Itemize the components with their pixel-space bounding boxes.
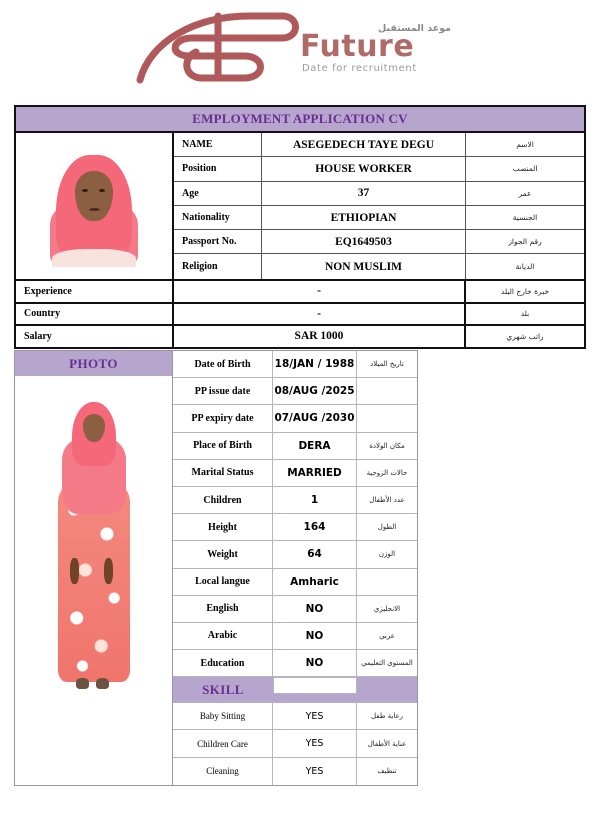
row-value: YES: [273, 758, 357, 785]
employment-cv-table: [14, 105, 586, 349]
row-arabic-label: الاسم: [516, 140, 534, 150]
row-label: English: [173, 596, 273, 622]
table-row: [173, 433, 417, 460]
row-arabic-label: الديانة: [515, 262, 535, 272]
table-row: [173, 460, 417, 487]
future-wordmark: [300, 24, 470, 80]
skill-section-header-row: [173, 677, 417, 703]
row-arabic-label: المنصب: [512, 164, 538, 174]
row-value: YES: [273, 703, 357, 729]
applicant-fullbody-photo: [40, 396, 148, 726]
row-arabic-label: تاريخ الميلاد: [370, 360, 404, 369]
passport-photo-cell: [16, 133, 174, 279]
row-arabic-label: الوزن: [378, 550, 396, 559]
skill-header-pad: [357, 677, 417, 702]
row-label: Passport No.: [174, 230, 262, 253]
table-row: [173, 569, 417, 596]
table-row-experience: [16, 279, 584, 302]
table-row: [173, 596, 417, 623]
row-value: SAR 1000: [174, 326, 466, 347]
row-arabic-label: راتب شهري: [506, 331, 544, 341]
row-label: Age: [174, 182, 262, 205]
row-label: Country: [16, 304, 174, 325]
row-arabic-label: عربي: [379, 631, 395, 640]
row-value: ETHIOPIAN: [262, 206, 466, 229]
row-value: NO: [273, 650, 357, 676]
row-arabic-label: حالات الزوجية: [366, 468, 408, 477]
row-value: EQ1649503: [262, 230, 466, 253]
row-label: Children Care: [173, 730, 273, 756]
table-row: [173, 650, 417, 677]
row-arabic-label: [357, 405, 417, 431]
row-label: Weight: [173, 541, 273, 567]
row-value: 08/AUG /2025: [273, 378, 357, 404]
table-row: [173, 405, 417, 432]
row-value: NO: [273, 623, 357, 649]
row-arabic-label: عمر: [518, 188, 532, 198]
row-value: -: [174, 304, 466, 325]
cv-title-header: EMPLOYMENT APPLICATION CV: [16, 107, 584, 133]
row-value: 164: [273, 514, 357, 540]
row-label: Baby Sitting: [173, 703, 273, 729]
logo-brand-name: Future: [300, 29, 415, 64]
row-label: Position: [174, 157, 262, 180]
row-arabic-label: عناية الأطفال: [367, 739, 407, 748]
row-arabic-label: رعاية طفل: [370, 712, 404, 721]
lower-table-body: [15, 351, 417, 785]
row-value: MARRIED: [273, 460, 357, 486]
full-body-photo-cell: [15, 376, 172, 738]
upper-table-body: [16, 133, 584, 279]
row-value: NO: [273, 596, 357, 622]
photo-section-header: PHOTO: [15, 351, 172, 376]
skill-header-blank-cell: [273, 677, 357, 694]
table-row: [173, 703, 417, 730]
row-label: Religion: [174, 254, 262, 278]
row-arabic-label: الطول: [377, 523, 397, 532]
row-arabic-label: المستوى التعليمي: [361, 659, 413, 668]
row-label: Education: [173, 650, 273, 676]
row-label: Cleaning: [173, 758, 273, 785]
row-label: Experience: [16, 281, 174, 302]
row-label: Arabic: [173, 623, 273, 649]
details-column: [173, 351, 417, 785]
row-value: 64: [273, 541, 357, 567]
row-arabic-label: تنظيف: [377, 767, 397, 776]
row-arabic-label: [357, 378, 417, 404]
row-value: -: [174, 281, 466, 302]
row-label: PP expiry date: [173, 405, 273, 431]
table-row: [174, 133, 584, 157]
table-row: [174, 254, 584, 278]
table-row-country: [16, 302, 584, 325]
row-value: 37: [262, 182, 466, 205]
table-row: [173, 623, 417, 650]
logo-arabic-text: موعد المستقبل: [378, 23, 452, 34]
row-label: Local langue: [173, 569, 273, 595]
photo-column: [15, 351, 173, 785]
applicant-portrait-photo: [42, 145, 146, 267]
row-arabic-label: عدد الأطفال: [369, 496, 405, 505]
row-value: DERA: [273, 433, 357, 459]
table-row: [174, 157, 584, 181]
table-row: [173, 487, 417, 514]
company-logo-block: [0, 0, 600, 100]
row-label: Place of Birth: [173, 433, 273, 459]
row-label: NAME: [174, 133, 262, 156]
row-arabic-label: الانجليزي: [373, 604, 401, 613]
table-row: [173, 351, 417, 378]
table-row: [173, 730, 417, 757]
table-row: [174, 182, 584, 206]
row-value: Amharic: [273, 569, 357, 595]
row-label: Nationality: [174, 206, 262, 229]
row-arabic-label: بلد: [520, 309, 530, 319]
row-value: 18/JAN / 1988: [273, 351, 357, 377]
row-arabic-label: خبرة خارج البلد: [500, 286, 550, 296]
row-arabic-label: مكان الولادة: [369, 441, 405, 450]
table-row: [174, 230, 584, 254]
logo-tagline: Date for recruitment: [302, 63, 417, 74]
table-row: [173, 541, 417, 568]
row-arabic-label: [357, 569, 417, 595]
skill-section-header: SKILL: [202, 681, 244, 697]
table-row-salary: [16, 324, 584, 347]
personal-info-rows: [174, 133, 584, 279]
row-value: ASEGEDECH TAYE DEGU: [262, 133, 466, 156]
details-and-skills-table: [14, 350, 418, 786]
row-value: 1: [273, 487, 357, 513]
row-value: HOUSE WORKER: [262, 157, 466, 180]
table-row: [174, 206, 584, 230]
row-arabic-label: الجنسية: [512, 213, 538, 223]
row-value: YES: [273, 730, 357, 756]
row-value: NON MUSLIM: [262, 254, 466, 278]
row-label: Date of Birth: [173, 351, 273, 377]
row-arabic-label: رقم الجواز: [508, 237, 542, 247]
row-value: 07/AUG /2030: [273, 405, 357, 431]
row-label: Height: [173, 514, 273, 540]
row-label: Salary: [16, 326, 174, 347]
row-label: Children: [173, 487, 273, 513]
row-label: PP issue date: [173, 378, 273, 404]
table-row: [173, 378, 417, 405]
future-logo-mark-icon: [132, 8, 308, 90]
table-row: [173, 758, 417, 785]
row-label: Marital Status: [173, 460, 273, 486]
table-row: [173, 514, 417, 541]
